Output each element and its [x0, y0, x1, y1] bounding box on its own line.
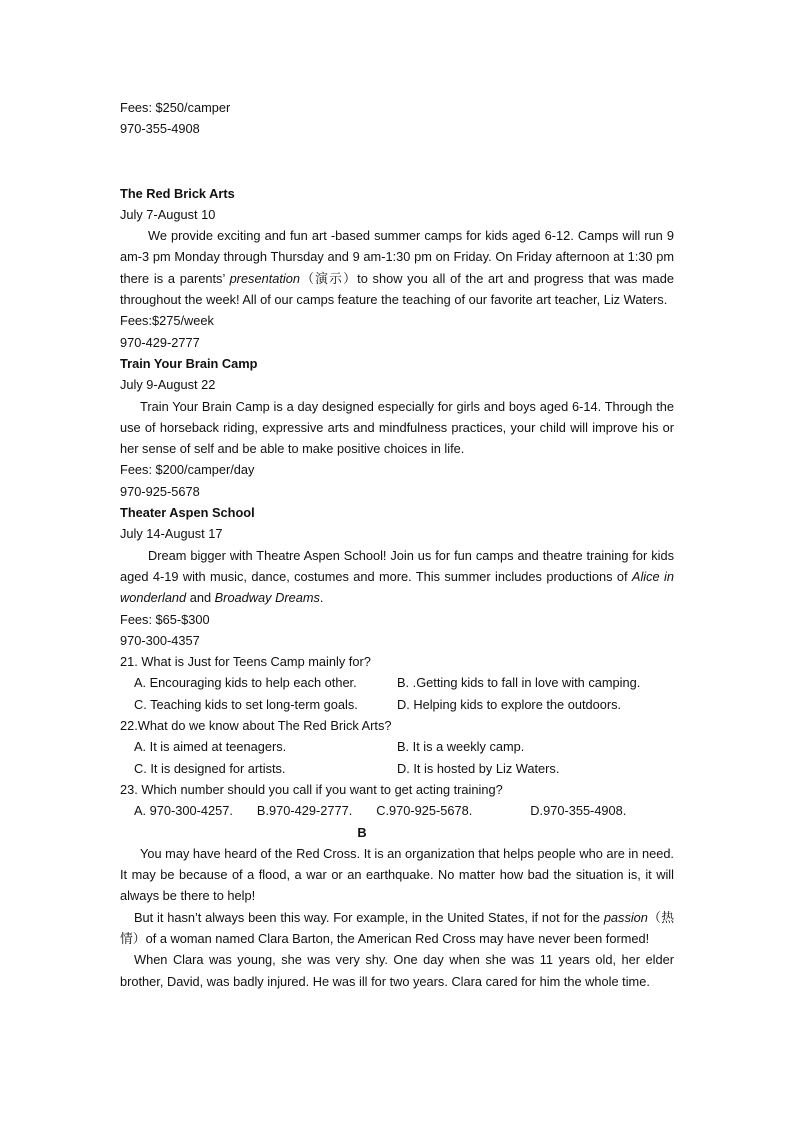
camp-phone-brain: 970-925-5678: [120, 483, 200, 499]
camp-description-red-brick: [120, 225, 674, 310]
option-a: A. It is aimed at teenagers.: [134, 739, 287, 755]
camp-dates-brain: July 9-August 22: [120, 377, 216, 393]
section-b-paragraph-3: When Clara was young, she was very shy. One day when she was 11 years old, her elder brother, David, was badly injured. He was ill for two years. Clara cared for him the whole time.: [120, 952, 674, 989]
option-c: C. It is designed for artists.: [134, 760, 286, 776]
options-row: [120, 800, 674, 821]
camp-title-brain: Train Your Brain Camp: [120, 355, 258, 371]
desc-text: We provide exciting and fun art -based summer camps for kids aged 6-12. Camps will run 9 am-3 pm Monday through Thursday and 9 am-1:30 pm on Friday. On Friday afternoon at 1:30 pm there is a parents’: [120, 228, 674, 286]
section-b-paragraph-2: [120, 907, 674, 950]
camp-description-theater: [120, 545, 674, 609]
camp-title-theater: Theater Aspen School: [120, 505, 255, 521]
camp-dates-red-brick: July 7-August 10: [120, 206, 216, 222]
question-22: 22.What do we know about The Red Brick Arts?: [120, 718, 392, 734]
camp-dates-theater: July 14-August 17: [120, 526, 223, 542]
phone-line: 970-355-4908: [120, 121, 200, 137]
desc-text: （演示）to show you all of the art and progress that was made throughout the week! All of our camps feature the teaching of our favorite art teacher, Liz Waters.: [120, 270, 674, 308]
option-c: C. Teaching kids to set long-term goals.: [134, 696, 358, 712]
desc-italic: Broadway Dreams: [214, 590, 320, 606]
section-b-paragraph-1: You may have heard of the Red Cross. It is an organization that helps people who are in need. It may be because of a flood, a war or an earthquake. No matter how bad the situation is, it will always be there to help!: [120, 845, 674, 904]
option-d: D. Helping kids to explore the outdoors.: [397, 696, 622, 712]
desc-text: Dream bigger with Theatre Aspen School! Join us for fun camps and theatre training for kids aged 4-19 with music, dance, costumes and more. This summer includes productions of: [120, 547, 674, 584]
question-23: 23. Which number should you call if you want to get acting training?: [120, 781, 503, 797]
spacer: [120, 140, 674, 183]
fees-line: Fees: $250/camper: [120, 100, 231, 115]
options-row: [120, 736, 674, 757]
desc-text: .: [319, 590, 324, 606]
desc-italic: presentation: [229, 270, 300, 286]
camp-fees-red-brick: Fees:$275/week: [120, 313, 214, 329]
options-row: [120, 672, 674, 693]
desc-text: and: [186, 590, 215, 606]
section-b-heading: B: [357, 824, 367, 840]
option-c: C.970-925-5678.: [376, 803, 473, 819]
option-b: B. It is a weekly camp.: [397, 739, 525, 755]
option-d: D.970-355-4908.: [530, 803, 627, 819]
para-italic: passion: [603, 909, 648, 925]
document-content: [120, 97, 674, 992]
option-a: A. Encouraging kids to help each other.: [134, 675, 357, 691]
camp-fees-theater: Fees: $65-$300: [120, 611, 210, 627]
question-21: 21. What is Just for Teens Camp mainly for?: [120, 654, 371, 670]
para-text: （热情）of a woman named Clara Barton, the American Red Cross may have never been formed!: [120, 909, 675, 946]
camp-phone-theater: 970-300-4357: [120, 632, 200, 648]
options-row: [120, 694, 674, 715]
option-b: B. .Getting kids to fall in love with camping.: [397, 675, 641, 691]
options-row: [120, 758, 674, 779]
option-d: D. It is hosted by Liz Waters.: [397, 760, 560, 776]
desc-italic: Alice in wonderland: [120, 568, 674, 606]
option-a: A. 970-300-4257.: [134, 803, 233, 819]
camp-fees-brain: Fees: $200/camper/day: [120, 462, 255, 478]
camp-description-brain: Train Your Brain Camp is a day designed especially for girls and boys aged 6-14. Through the use of horseback riding, expressive arts and mindfulness practices, your child will improve his or her sense of self and be able to make positive choices in life.: [120, 398, 674, 457]
camp-title-red-brick: The Red Brick Arts: [120, 185, 235, 201]
option-b: B.970-429-2777.: [256, 803, 353, 819]
para-text: But it hasn’t always been this way. For example, in the United States, if not for the: [134, 909, 604, 925]
camp-phone-red-brick: 970-429-2777: [120, 334, 200, 350]
